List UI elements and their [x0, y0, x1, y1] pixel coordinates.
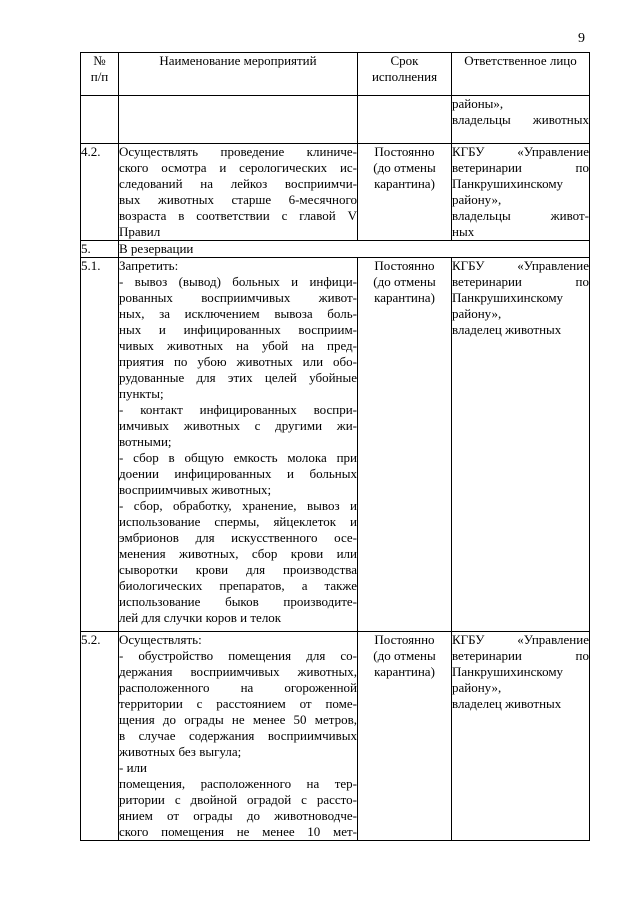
- text-line: лей для случки коров и телок: [119, 610, 282, 625]
- row-text: [119, 96, 358, 144]
- resp-line: владельцы живот-: [452, 208, 589, 223]
- text-line: ского осмотра и серологических ис-: [119, 160, 357, 175]
- resp-line: владелец животных: [452, 322, 562, 337]
- text-line: пункты;: [119, 386, 164, 401]
- resp-line: Панкрушихинскому: [452, 664, 564, 679]
- text-line: биологических препаратов, а также: [119, 578, 357, 593]
- resp-line: району»,: [452, 680, 502, 695]
- text-line: возраста в соответствии с главой V: [119, 208, 357, 223]
- row-num: 5.2.: [81, 632, 119, 841]
- resp-line: владельцы животных: [452, 112, 589, 127]
- text-line: менения животных, сбор крови или: [119, 546, 357, 561]
- text-line: рованных восприимчивых живот-: [119, 290, 357, 305]
- text-line: животных без выгула;: [119, 744, 242, 759]
- resp-line: ветеринарии по: [452, 274, 589, 289]
- text-line: Осуществлять:: [119, 632, 202, 647]
- header-num-line: п/п: [90, 69, 109, 84]
- text-line: - сбор в общую емкость молока при: [119, 450, 357, 465]
- resp-line: ветеринарии по: [452, 648, 589, 663]
- text-line: - сбор, обработку, хранение, вывоз и: [119, 498, 357, 513]
- table-row: [81, 96, 590, 144]
- term-line: Постоянно: [374, 632, 435, 647]
- page-number: 9: [578, 31, 585, 46]
- text-line: территории с расстоянием от поме-: [119, 696, 357, 711]
- text-line: чивых животных на убой на пред-: [119, 338, 357, 353]
- term-line: Постоянно: [374, 144, 435, 159]
- header-term-line: исполнения: [371, 69, 438, 84]
- table-row: [81, 258, 590, 632]
- row-responsible: [452, 632, 590, 841]
- header-num: [81, 53, 119, 96]
- text-line: янием от ограды до животноводче-: [119, 808, 357, 823]
- table-header-row: [81, 53, 590, 96]
- resp-line: району»,: [452, 306, 502, 321]
- resp-line: Панкрушихинскому: [452, 290, 564, 305]
- text-line: вых животных старше 6-месячного: [119, 192, 357, 207]
- term-line: (до отмены: [373, 274, 436, 289]
- row-term: [358, 632, 452, 841]
- table-row: [81, 144, 590, 241]
- resp-line: КГБУ «Управление: [452, 144, 589, 159]
- row-term: [358, 258, 452, 632]
- text-line: восприимчивых животных;: [119, 482, 272, 497]
- resp-line: КГБУ «Управление: [452, 632, 589, 647]
- text-line: Осуществлять проведение клиниче-: [119, 144, 357, 159]
- term-line: карантина): [374, 290, 435, 305]
- row-term: [358, 144, 452, 241]
- resp-line: району»,: [452, 192, 502, 207]
- text-line: рудованные для этих целей убойные: [119, 370, 357, 385]
- resp-line: ных: [452, 224, 475, 239]
- row-term: [358, 96, 452, 144]
- text-line: вотными;: [119, 434, 172, 449]
- text-line: держания восприимчивых животных,: [119, 664, 357, 679]
- header-term-line: Срок: [390, 53, 419, 68]
- text-line: Правил: [119, 224, 161, 239]
- term-line: Постоянно: [374, 258, 435, 273]
- term-line: (до отмены: [373, 648, 436, 663]
- text-line: - обустройство помещения для со-: [119, 648, 357, 663]
- text-line: сыворотки крови для производства: [119, 562, 357, 577]
- text-line: ритории с двойной оградой с рассто-: [119, 792, 357, 807]
- text-line: щения до ограды не менее 50 метров,: [119, 712, 357, 727]
- row-responsible: [452, 258, 590, 632]
- text-line: следований на лейкоз восприимчи-: [119, 176, 357, 191]
- header-term: [358, 53, 452, 96]
- row-num: 5.: [81, 241, 119, 258]
- text-line: ского помещения не менее 10 мет-: [119, 824, 357, 839]
- row-text: [119, 258, 358, 632]
- resp-line: владелец животных: [452, 696, 562, 711]
- text-line: доении инфицированных и больных: [119, 466, 357, 481]
- resp-line: КГБУ «Управление: [452, 258, 589, 273]
- header-num-line: №: [93, 53, 106, 68]
- term-line: (до отмены: [373, 160, 436, 175]
- text-line: помещения, расположенного на тер-: [119, 776, 357, 791]
- table-row: [81, 632, 590, 841]
- text-line: ных и инфицированных восприим-: [119, 322, 357, 337]
- term-line: карантина): [374, 664, 435, 679]
- text-line: Запретить:: [119, 258, 179, 273]
- text-line: - или: [119, 760, 147, 775]
- resp-line: районы»,: [452, 96, 504, 111]
- resp-line: ветеринарии по: [452, 160, 589, 175]
- row-num: 5.1.: [81, 258, 119, 632]
- row-num: 4.2.: [81, 144, 119, 241]
- row-responsible: [452, 96, 590, 144]
- row-text: [119, 632, 358, 841]
- measures-table: [80, 52, 590, 841]
- row-responsible: [452, 144, 590, 241]
- text-line: ных, за исключением вывоза боль-: [119, 306, 357, 321]
- text-line: использование спермы, яйцеклеток и: [119, 514, 357, 529]
- text-line: расположенного на огороженной: [119, 680, 357, 695]
- header-name: Наименование мероприятий: [119, 53, 358, 96]
- text-line: в случае содержания восприимчивых: [119, 728, 357, 743]
- text-line: эмбрионов для искусственного осе-: [119, 530, 357, 545]
- row-text: [119, 144, 358, 241]
- term-line: карантина): [374, 176, 435, 191]
- text-line: приятия по убою животных или обо-: [119, 354, 357, 369]
- text-line: имчивых животных с другими жи-: [119, 418, 357, 433]
- text-line: - вывоз (вывод) больных и инфици-: [119, 274, 357, 289]
- section-row: [81, 241, 590, 258]
- section-title: В резервации: [119, 241, 590, 258]
- row-num: [81, 96, 119, 144]
- header-responsible: Ответственное лицо: [452, 53, 590, 96]
- text-line: - контакт инфицированных воспри-: [119, 402, 357, 417]
- text-line: использование быков производите-: [119, 594, 357, 609]
- resp-line: Панкрушихинскому: [452, 176, 564, 191]
